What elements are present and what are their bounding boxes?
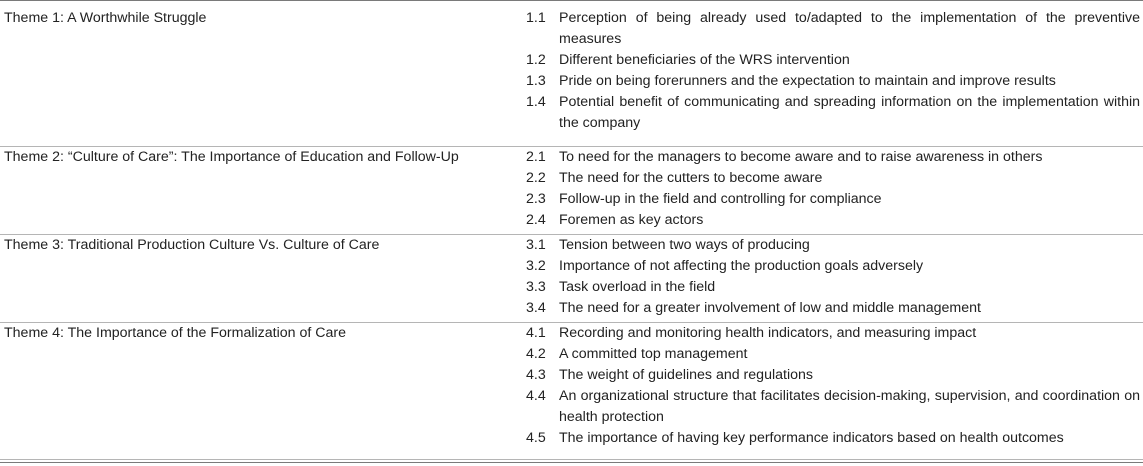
theme-title: Theme 3: Traditional Production Culture Vs. Culture of Care (4, 237, 380, 253)
theme-title: Theme 1: A Worthwhile Struggle (4, 10, 207, 26)
subtheme-number: 1.4 (526, 94, 546, 110)
subtheme-list (526, 235, 1143, 322)
table-row (0, 323, 1143, 460)
subtheme-item (526, 344, 1140, 365)
table-bottom-rule (0, 462, 1143, 463)
subtheme-item (526, 92, 1140, 134)
subtheme-number: 4.4 (526, 388, 546, 404)
subtheme-item (526, 323, 1140, 344)
subtheme-number: 3.1 (526, 237, 546, 253)
subtheme-item (526, 365, 1140, 386)
subtheme-item (526, 235, 1140, 256)
subtheme-item (526, 8, 1140, 50)
table-row (0, 147, 1143, 235)
subtheme-item (526, 298, 1140, 319)
subtheme-text: Pride on being forerunners and the expectation to maintain and improve results (559, 73, 1056, 89)
subtheme-number: 4.5 (526, 430, 546, 446)
subtheme-number: 2.1 (526, 149, 546, 165)
subtheme-text: Tension between two ways of producing (559, 237, 810, 253)
subtheme-text: Foremen as key actors (559, 212, 704, 228)
subtheme-number: 4.1 (526, 325, 546, 341)
subtheme-number: 2.3 (526, 191, 546, 207)
subtheme-number: 1.3 (526, 73, 546, 89)
subtheme-item (526, 50, 1140, 71)
subtheme-text: The need for the cutters to become aware (559, 170, 823, 186)
subtheme-text: Follow-up in the field and controlling for compliance (559, 191, 882, 207)
table-top-rule (0, 0, 1143, 1)
subtheme-text: Potential benefit of communicating and spreading information on the implementation within the company (559, 94, 1140, 131)
subtheme-text: Importance of not affecting the production goals adversely (559, 258, 924, 274)
subtheme-text: Task overload in the field (559, 279, 716, 295)
subtheme-text: Different beneficiaries of the WRS intervention (559, 52, 850, 68)
subtheme-text: A committed top management (559, 346, 748, 362)
theme-title: Theme 4: The Importance of the Formalization of Care (4, 325, 346, 341)
subtheme-number: 4.2 (526, 346, 546, 362)
table-row (0, 8, 1143, 147)
subtheme-number: 3.3 (526, 279, 546, 295)
subtheme-item (526, 147, 1140, 168)
subtheme-text: An organizational structure that facilitates decision-making, supervision, and coordination on health protection (559, 388, 1140, 425)
theme-title: Theme 2: “Culture of Care”: The Importance of Education and Follow-Up (4, 149, 459, 165)
subtheme-text: Perception of being already used to/adapted to the implementation of the preventive measures (559, 10, 1140, 47)
subtheme-list (526, 323, 1143, 459)
subtheme-item (526, 256, 1140, 277)
subtheme-item (526, 189, 1140, 210)
subtheme-text: To need for the managers to become aware and to raise awareness in others (559, 149, 1043, 165)
subtheme-number: 3.2 (526, 258, 546, 274)
subtheme-number: 1.1 (526, 10, 546, 26)
subtheme-number: 2.4 (526, 212, 546, 228)
subtheme-text: The importance of having key performance indicators based on health outcomes (559, 430, 1064, 446)
subtheme-list (526, 147, 1143, 234)
subtheme-item (526, 386, 1140, 428)
subtheme-item (526, 168, 1140, 189)
subtheme-number: 2.2 (526, 170, 546, 186)
subtheme-text: The weight of guidelines and regulations (559, 367, 813, 383)
subtheme-text: Recording and monitoring health indicators, and measuring impact (559, 325, 977, 341)
subtheme-item (526, 71, 1140, 92)
subtheme-number: 3.4 (526, 300, 546, 316)
subtheme-item (526, 210, 1140, 231)
subtheme-list (526, 8, 1143, 146)
subtheme-item (526, 428, 1140, 449)
table-row (0, 235, 1143, 323)
subtheme-number: 4.3 (526, 367, 546, 383)
subtheme-item (526, 277, 1140, 298)
subtheme-number: 1.2 (526, 52, 546, 68)
subtheme-text: The need for a greater involvement of low and middle management (559, 300, 981, 316)
